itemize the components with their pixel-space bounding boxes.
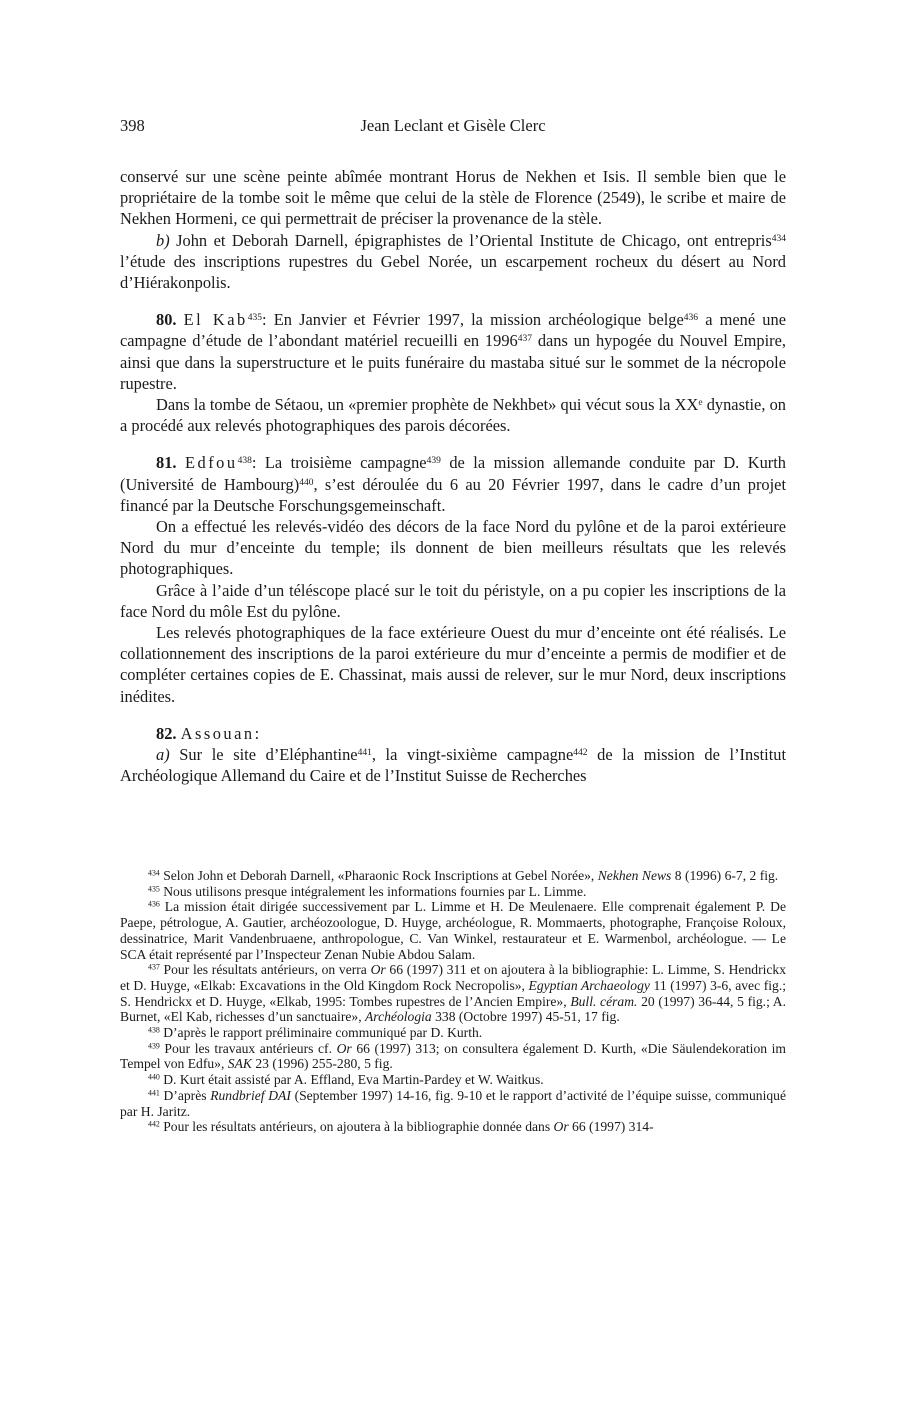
list-marker: b): [156, 230, 170, 250]
footnote-ref[interactable]: 439: [426, 456, 441, 467]
section-place: Edfou: [185, 453, 238, 473]
section-number: 81.: [156, 453, 177, 473]
paragraph: Les relevés photographiques de la face extérieure Ouest du mur d’enceinte ont été réalisés. Le collationnement des inscriptions de la paroi extérieure du mur d’enceinte a permis de modifier et de compléter certaines copies de E. Chassinat, mais aussi de relever, sur le mur Nord, deux inscriptions inédites.: [120, 623, 786, 706]
footnote-ref[interactable]: 442: [573, 747, 588, 758]
footnote-ref[interactable]: 440: [299, 477, 314, 488]
footnote-438: $^{438}$ D’après le rapport préliminaire communiqué par D. Kurth.: [148, 1025, 483, 1041]
section-place: Assouan:: [180, 723, 262, 743]
footnote-number: 436: [148, 900, 160, 910]
footnote-ref[interactable]: 435: [247, 313, 262, 323]
page-header: [120, 116, 786, 140]
paragraph: Grâce à l’aide d’un téléscope placé sur le toit du péristyle, on a pu copier les inscriptions de la face Nord du môle Est du pylône.: [120, 580, 786, 621]
paragraph: b) John et Deborah Darnell, épigraphistes de l’Oriental Institute de Chicago, ont entrepris$^{434}$ l’étude des inscriptions rupestres du Gebel Norée, un escarpement rocheux du désert au Nord d’Hiérakonpolis.: [120, 230, 786, 293]
section-number: 80.: [156, 310, 177, 330]
paragraph: a) Sur le site d’Eléphantine$^{441}$, la vingt-sixième campagne$^{442}$ de la mission de l’Institut Archéologique Allemand du Caire et de l’Institut Suisse de Recherches: [120, 745, 786, 786]
footnotes: [120, 868, 786, 1135]
section-place: El Kab: [183, 310, 248, 330]
section-number: 82.: [156, 723, 177, 743]
footnote-number: 438: [148, 1025, 160, 1035]
footnote-440: $^{440}$ D. Kurt était assisté par A. Effland, Eva Martin-Pardey et W. Waitkus.: [148, 1072, 544, 1088]
paragraph: On a effectué les relevés-vidéo des décors de la face Nord du pylône et de la paroi extérieure Nord du mur d’enceinte du temple; ils donnent de bien meilleurs résultats que les relevés photographiques.: [120, 517, 786, 579]
superscript: e: [698, 397, 703, 408]
footnote-ref[interactable]: 434: [771, 233, 786, 244]
page: [120, 0, 786, 1416]
footnote-number: 441: [148, 1088, 160, 1098]
footnote-ref[interactable]: 436: [683, 313, 699, 323]
footnote-436: $^{436}$ La mission était dirigée successivement par L. Limme et H. De Meulenaere. Elle comprenait également P. De Paepe, pétrologue, A. Gautier, archéozoologue, D. Huyge, archéologue, R. Mommaerts, photographe, Françoise Roloux, dessinatrice, Marit Vandenbruaene, anthropologue, C. Van Winkel, restaurateur et E. Warmenbol, archéologue. — Le SCA était représenté par l’Inspecteur Zenan Nubie Abdou Salam.: [120, 899, 786, 962]
footnote-441: $^{441}$ D’après Rundbrief DAI (September 1997) 14-16, fig. 9-10 et le rapport d’activité de l’équipe suisse, communiqué par H. Jaritz.: [120, 1087, 786, 1119]
footnote-435: $^{435}$ Nous utilisons presque intégralement les informations fournies par L. Limme.: [148, 883, 587, 899]
footnote-number: 435: [148, 884, 160, 894]
section-80: 80. El Kab$^{435}$: En Janvier et Février 1997, la mission archéologique belge$^{436}$ a mené une campagne d’étude de l’abondant matériel recueilli en 1996$^{437}$ dans un hypogée du Nouvel Empire, ainsi que dans la superstructure et le puits funéraire du mastaba situé sur le sommet de la nécropole rupestre.: [120, 310, 786, 393]
footnote-ref[interactable]: 437: [517, 334, 532, 345]
main-text: [120, 166, 786, 786]
footnote-434: $^{434}$ Selon John et Deborah Darnell, «Pharaonic Rock Inscriptions at Gebel Norée», Nekhen News 8 (1996) 6-7, 2 fig.: [148, 868, 779, 883]
footnote-ref[interactable]: 441: [357, 747, 372, 758]
list-marker: a): [156, 745, 170, 765]
footnote-439: $^{439}$ Pour les travaux antérieurs cf. Or 66 (1997) 313; on consultera également D. Kurth, «Die Säulendekoration im Tempel von Edfu», SAK 23 (1996) 255-280, 5 fig.: [120, 1040, 786, 1072]
paragraph: conservé sur une scène peinte abîmée montrant Horus de Nekhen et Isis. Il semble bien que le propriétaire de la tombe soit le même que celui de la stèle de Florence (2549), le scribe et maire de Nekhen Hormeni, ce qui permettrait de préciser la provenance de la stèle.: [120, 167, 786, 229]
footnote-442: $^{442}$ Pour les résultats antérieurs, on ajoutera à la bibliographie donnée dans Or 66 (1997) 314-: [148, 1119, 654, 1135]
footnote-number: 442: [148, 1119, 160, 1129]
footnote-number: 434: [148, 868, 160, 878]
footnote-number: 440: [148, 1072, 160, 1082]
footnote-number: 437: [148, 962, 160, 972]
page-number: 398: [120, 116, 145, 135]
footnote-437: $^{437}$ Pour les résultats antérieurs, on verra Or 66 (1997) 311 et on ajoutera à la bibliographie: L. Limme, S. Hendrickx et D. Huyge, «Elkab: Excavations in the Old Kingdom Rock Necropolis», Egyptian Archaeology 11 (1997) 3-6, avec fig.; S. Hendrickx et D. Huyge, «Elkab, 1995: Tombes rupestres de l’Ancien Empire», Bull. céram. 20 (1997) 36-44, 5 fig.; A. Burnet, «El Kab, richesses d’un sanctuaire», Archéologia 338 (Octobre 1997) 45-51, 17 fig.: [120, 962, 787, 1025]
running-head: Jean Leclant et Gisèle Clerc: [360, 116, 546, 135]
paragraph: Dans la tombe de Sétaou, un «premier prophète de Nekhbet» qui vécut sous la XXe dynastie, on a procédé aux relevés photographiques des parois décorées.: [120, 395, 786, 436]
section-81: 81. Edfou$^{438}$: La troisième campagne$^{439}$ de la mission allemande conduite par D. Kurth (Université de Hambourg)$^{440}$, s’est déroulée du 6 au 20 Février 1997, dans le cadre d’un projet financé par la Deutsche Forschungsgemeinschaft.: [120, 453, 786, 515]
section-82: [120, 723, 786, 744]
footnote-number: 439: [148, 1041, 160, 1051]
footnote-ref[interactable]: 438: [237, 456, 252, 467]
